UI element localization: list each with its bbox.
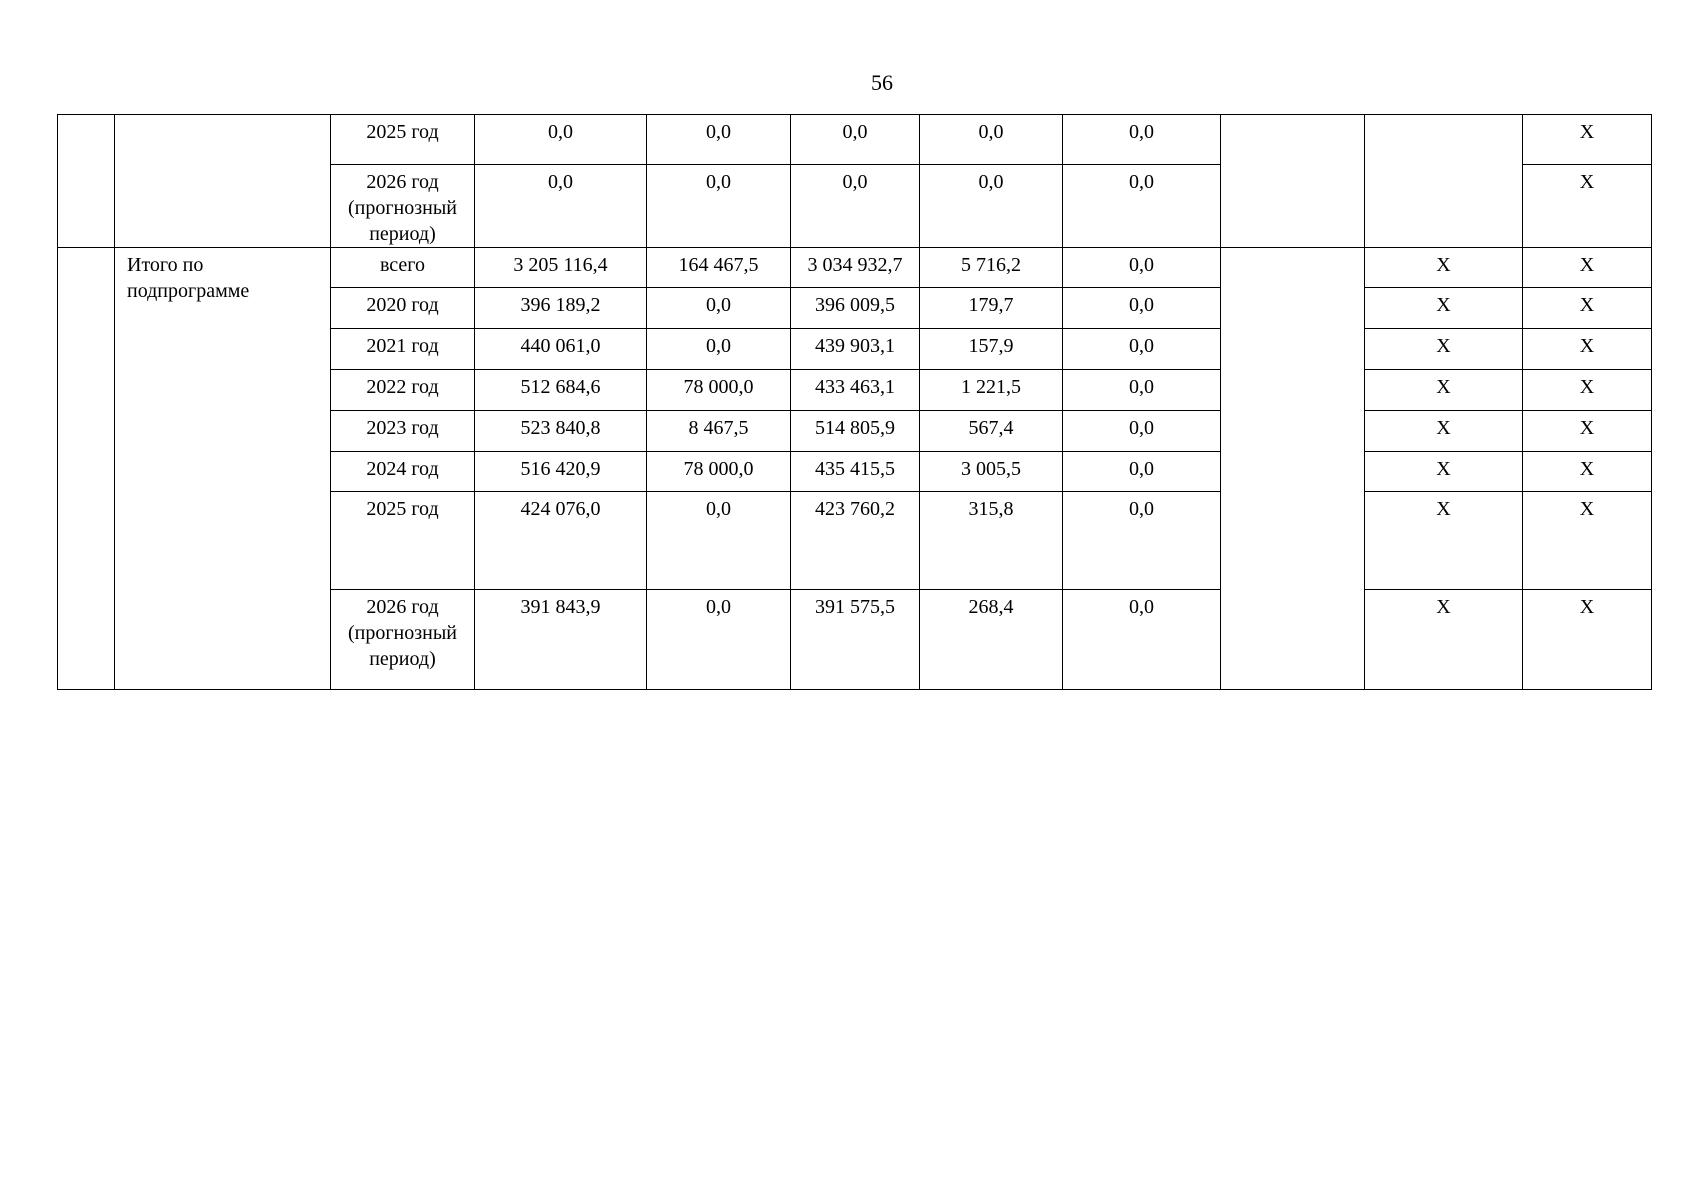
period-cell: 2025 год — [331, 115, 475, 165]
value-cell: 3 205 116,4 — [475, 248, 647, 288]
x-mark-cell: X — [1523, 590, 1652, 690]
x-mark-cell: X — [1365, 370, 1523, 411]
value-cell: 157,9 — [920, 329, 1063, 370]
table-row — [58, 115, 1652, 165]
period-cell: 2025 год — [331, 492, 475, 590]
value-cell: 78 000,0 — [647, 452, 791, 492]
period-cell: 2026 год (прогнозный период) — [331, 590, 475, 690]
value-cell: 396 009,5 — [791, 288, 920, 329]
value-cell: 424 076,0 — [475, 492, 647, 590]
value-cell: 0,0 — [1063, 329, 1221, 370]
label-cell — [115, 115, 331, 248]
value-cell: 0,0 — [475, 115, 647, 165]
period-cell: 2022 год — [331, 370, 475, 411]
empty-cell — [1365, 115, 1523, 248]
value-cell: 0,0 — [647, 165, 791, 248]
x-mark-cell: X — [1365, 288, 1523, 329]
x-mark-cell: X — [1365, 411, 1523, 452]
x-mark-cell: X — [1365, 452, 1523, 492]
value-cell: 0,0 — [791, 115, 920, 165]
x-mark-cell: X — [1365, 248, 1523, 288]
value-cell: 391 575,5 — [791, 590, 920, 690]
budget-table — [57, 114, 1652, 690]
x-mark-cell: X — [1523, 329, 1652, 370]
value-cell: 0,0 — [920, 165, 1063, 248]
value-cell: 78 000,0 — [647, 370, 791, 411]
subprogram-total-label: Итого по подпрограмме — [115, 248, 331, 690]
empty-cell — [1221, 115, 1365, 248]
period-cell: 2020 год — [331, 288, 475, 329]
x-mark-cell: X — [1523, 115, 1652, 165]
x-mark-cell: X — [1365, 492, 1523, 590]
value-cell: 523 840,8 — [475, 411, 647, 452]
value-cell: 5 716,2 — [920, 248, 1063, 288]
value-cell: 516 420,9 — [475, 452, 647, 492]
x-mark-cell: X — [1523, 452, 1652, 492]
value-cell: 0,0 — [475, 165, 647, 248]
value-cell: 8 467,5 — [647, 411, 791, 452]
value-cell: 179,7 — [920, 288, 1063, 329]
value-cell: 0,0 — [1063, 165, 1221, 248]
value-cell: 440 061,0 — [475, 329, 647, 370]
value-cell: 435 415,5 — [791, 452, 920, 492]
period-cell: 2026 год (прогнозный период) — [331, 165, 475, 248]
value-cell: 3 034 932,7 — [791, 248, 920, 288]
value-cell: 3 005,5 — [920, 452, 1063, 492]
value-cell: 0,0 — [647, 492, 791, 590]
value-cell: 391 843,9 — [475, 590, 647, 690]
x-mark-cell: X — [1523, 370, 1652, 411]
x-mark-cell: X — [1523, 248, 1652, 288]
value-cell: 423 760,2 — [791, 492, 920, 590]
x-mark-cell: X — [1523, 288, 1652, 329]
value-cell: 0,0 — [647, 115, 791, 165]
x-mark-cell: X — [1523, 411, 1652, 452]
x-mark-cell: X — [1523, 492, 1652, 590]
number-cell — [58, 115, 115, 248]
value-cell: 567,4 — [920, 411, 1063, 452]
value-cell: 0,0 — [1063, 288, 1221, 329]
period-cell: 2021 год — [331, 329, 475, 370]
x-mark-cell: X — [1365, 329, 1523, 370]
value-cell: 0,0 — [1063, 370, 1221, 411]
value-cell: 0,0 — [1063, 248, 1221, 288]
value-cell: 1 221,5 — [920, 370, 1063, 411]
value-cell: 0,0 — [1063, 452, 1221, 492]
period-cell: 2024 год — [331, 452, 475, 492]
value-cell: 0,0 — [1063, 411, 1221, 452]
x-mark-cell: X — [1523, 165, 1652, 248]
value-cell: 514 805,9 — [791, 411, 920, 452]
value-cell: 439 903,1 — [791, 329, 920, 370]
page-number: 56 — [871, 70, 893, 95]
value-cell: 512 684,6 — [475, 370, 647, 411]
value-cell: 164 467,5 — [647, 248, 791, 288]
value-cell: 396 189,2 — [475, 288, 647, 329]
value-cell: 0,0 — [647, 288, 791, 329]
period-cell: 2023 год — [331, 411, 475, 452]
value-cell: 0,0 — [647, 329, 791, 370]
empty-cell — [1221, 248, 1365, 690]
table-row — [58, 248, 1652, 288]
x-mark-cell: X — [1365, 590, 1523, 690]
value-cell: 0,0 — [1063, 590, 1221, 690]
value-cell: 433 463,1 — [791, 370, 920, 411]
number-cell — [58, 248, 115, 690]
value-cell: 0,0 — [1063, 115, 1221, 165]
value-cell: 0,0 — [920, 115, 1063, 165]
value-cell: 0,0 — [1063, 492, 1221, 590]
value-cell: 0,0 — [647, 590, 791, 690]
value-cell: 268,4 — [920, 590, 1063, 690]
value-cell: 0,0 — [791, 165, 920, 248]
value-cell: 315,8 — [920, 492, 1063, 590]
period-cell: всего — [331, 248, 475, 288]
